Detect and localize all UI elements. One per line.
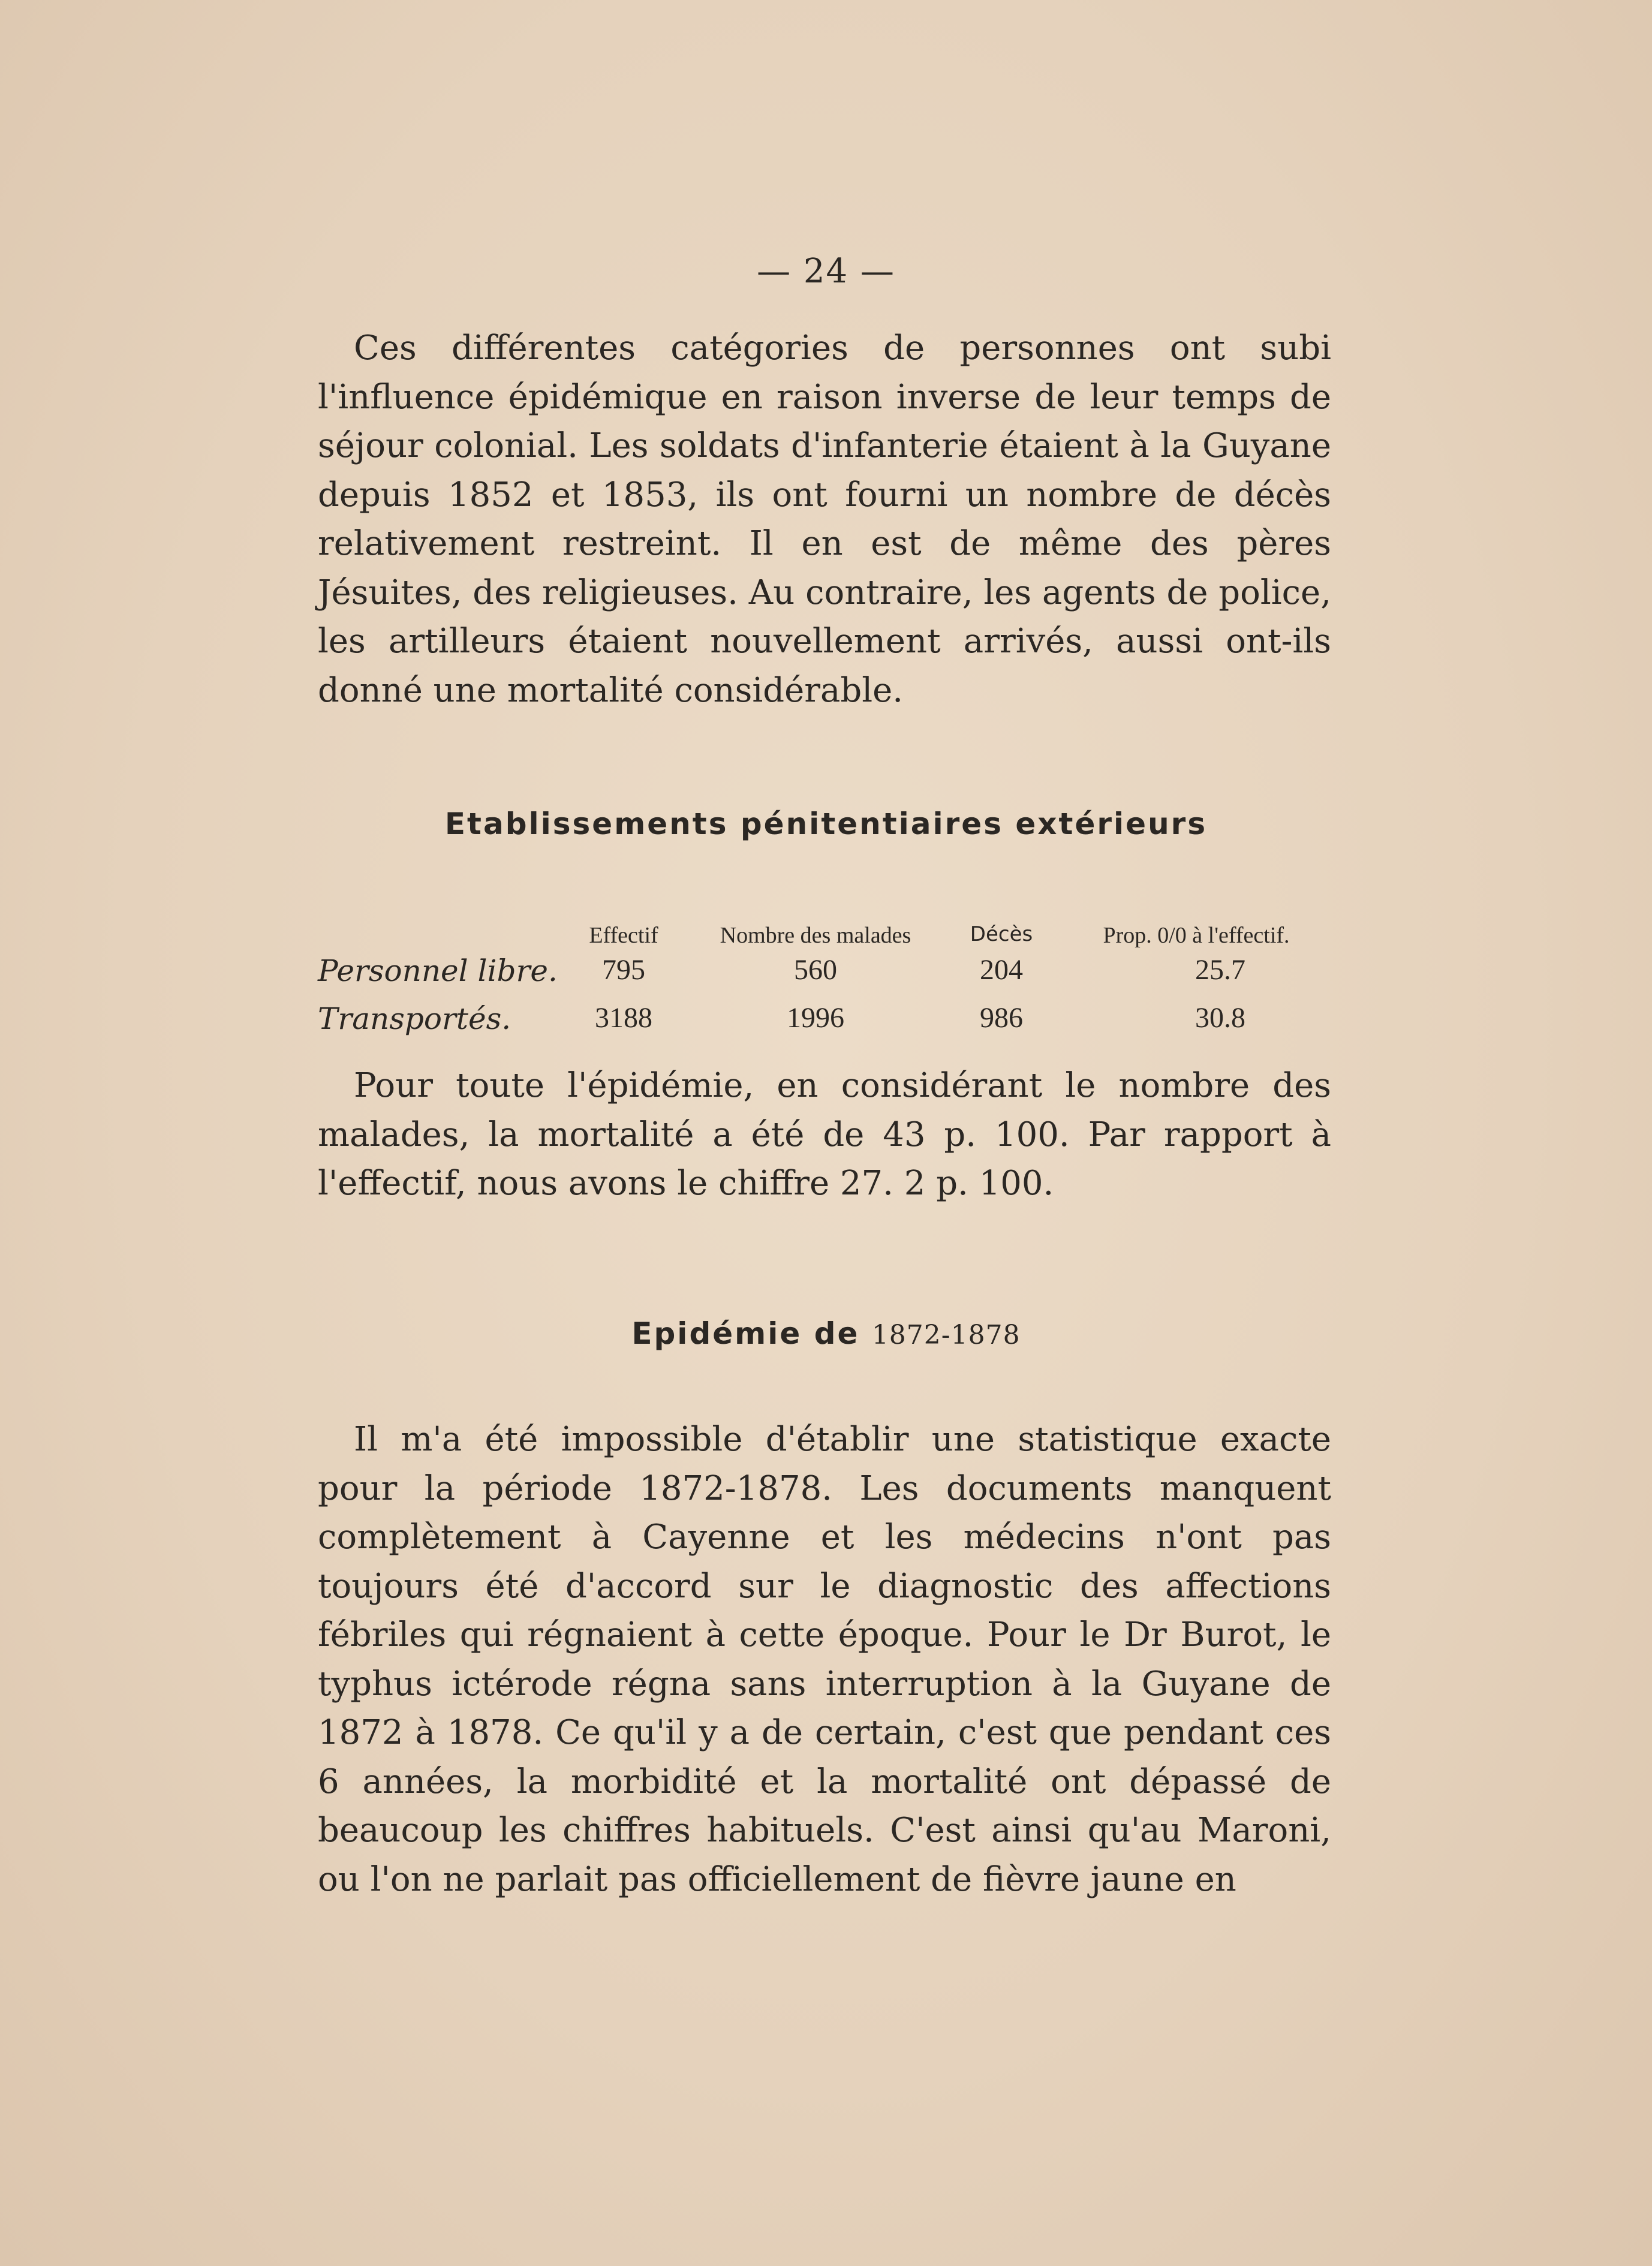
- cell-malades: 560: [794, 954, 837, 986]
- row-label: Transportés.: [318, 1001, 511, 1036]
- cell-deces: 986: [980, 1002, 1023, 1034]
- column-header-deces: Décès: [970, 922, 1033, 946]
- column-header-effectif: Effectif: [589, 923, 658, 948]
- paragraph-categories: [318, 324, 1331, 715]
- section-heading-etablissements: Etablissements pénitentiaires extérieurs: [444, 807, 1208, 841]
- cell-effectif: 3188: [595, 1002, 652, 1034]
- heading-years: 1872-1878: [871, 1320, 1021, 1350]
- table-row: [318, 953, 1331, 1001]
- table-row: [318, 1001, 1331, 1049]
- cell-proportion: 25.7: [1195, 954, 1245, 986]
- page-number: — 24 —: [757, 252, 895, 291]
- statistics-table: [318, 911, 1331, 1049]
- paragraph-text: Pour toute l'épidémie, en considérant le nombre des malades, la mortalité a été de 43 p. 100. Par rapport à l'effectif, nous avons le chiffre 27. 2 p. 100.: [318, 1066, 1331, 1203]
- paragraph-mortalite: [318, 1061, 1331, 1208]
- table-header-row: [318, 911, 1331, 953]
- heading-text: Epidémie de: [631, 1316, 872, 1351]
- cell-effectif: 795: [602, 954, 645, 986]
- cell-deces: 204: [980, 954, 1023, 986]
- cell-proportion: 30.8: [1195, 1002, 1245, 1034]
- paragraph-text: Ces différentes catégories de personnes ont subi l'influence épidémique en raison inverse de leur temps de séjour colonial. Les soldats d'infanterie étaient à la Guyane depuis 1852 et 1853, ils ont fourni un nombre de décès relativement restreint. Il en est de même des pères Jésuites, des religieuses. Au contraire, les agents de police, les artilleurs étaient nouvellement arrivés, aussi ont-ils donné une mortalité considérable.: [318, 329, 1331, 710]
- section-heading-epidemie: [0, 1316, 1652, 1351]
- paragraph-text: Il m'a été impossible d'établir une statistique exacte pour la période 1872-1878. Les documents manquent complètement à Cayenne et les médecins n'ont pas toujours été d'accord sur le diagnostic des affections fébriles qui régnaient à cette époque. Pour le Dr Burot, le typhus ictérode régna sans interruption à la Guyane de 1872 à 1878. Ce qu'il y a de certain, c'est que pendant ces 6 années, la morbidité et la mortalité ont dépassé de beaucoup les chiffres habituels. C'est ainsi qu'au Maroni, ou l'on ne parlait pas officiellement de fièvre jaune en: [318, 1420, 1331, 1899]
- row-label: Personnel libre.: [318, 953, 558, 988]
- column-header-malades: Nombre des malades: [720, 923, 911, 948]
- column-header-proportion: Prop. 0/0 à l'effectif.: [1103, 923, 1290, 948]
- cell-malades: 1996: [787, 1002, 844, 1034]
- paragraph-epidemie-1872: [318, 1415, 1331, 1904]
